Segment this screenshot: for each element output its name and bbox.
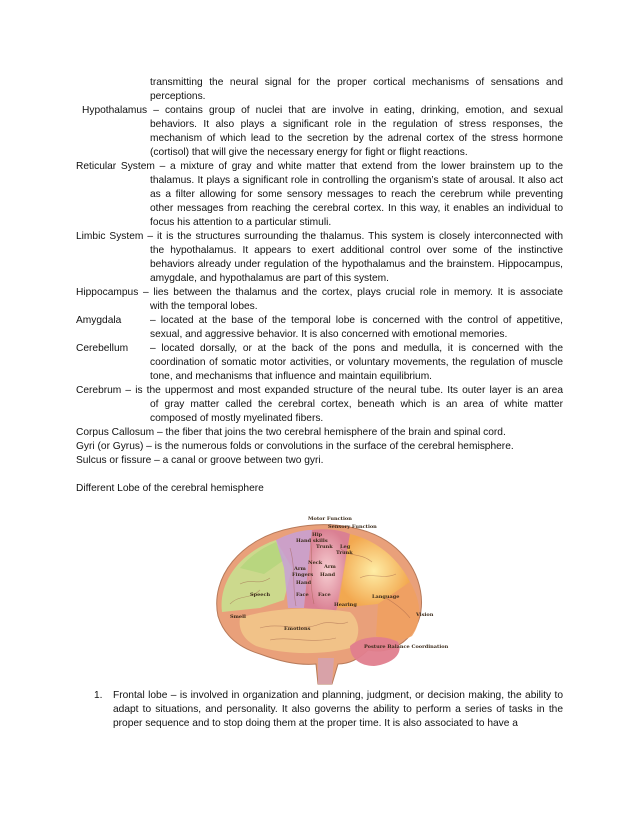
label-hearing: Hearing: [334, 602, 357, 608]
entry-continuation: of gray matter called the cerebral cortex, beneath which is an area of white matter composed of mostly myelinated fibers.: [150, 399, 563, 425]
label-face-2: Face: [318, 592, 331, 598]
brainstem-region: [318, 658, 334, 684]
entry-first-line: Hypothalamus – contains group of nuclei that are involve in eating, drinking, emotion, and sexual: [82, 105, 563, 116]
list-item-number: 1.: [94, 690, 103, 701]
entry-first-line: Hippocampus – lies between the thalamus and the cortex, plays crucial role in memory. It is associate: [76, 287, 563, 298]
entry-continuation: with the temporal lobes.: [150, 301, 258, 313]
label-hip: Hip: [312, 532, 323, 538]
label-arm-2: Arm: [324, 564, 336, 570]
intro-line: transmitting the neural signal for the proper cortical mechanisms of sensations and: [150, 77, 563, 88]
label-language: Language: [372, 594, 400, 600]
label-hand-2: Hand: [320, 572, 336, 578]
entry-first-line: Cerebrum – is the uppermost and most expanded structure of the neural tube. Its outer layer is an area: [76, 385, 563, 396]
entry-first-line: – located dorsally, or at the back of the pons and medulla, it is concerned with the: [150, 343, 563, 354]
label-motor-function: Motor Function: [308, 516, 352, 522]
list-item-text: Frontal lobe – is involved in organization and planning, judgment, or decision making, the ability to adapt to situations, and personality. It also governs the ability to perform a series of tasks in the proper sequence and to stop doing them at the proper time. It is also associated to have a: [113, 690, 563, 730]
entry-continuation: behaviors. It also plays a significant role in the regulation of stress responses, the mechanism of which lead to the secretion by the adrenal cortex of the stress hormone (cortisol) that will give the necessary energy for fight or flight reactions.: [150, 119, 563, 159]
definition-corpus-callosum: Corpus Callosum – the fiber that joins the two cerebral hemisphere of the brain and spinal cord.: [76, 427, 506, 438]
entry-first-line: Reticular System – a mixture of gray and white matter that extend from the lower brainstem up to the: [76, 161, 563, 172]
entry-continuation: sexual, and aggressive behavior. It is also concerned with emotional memories.: [150, 329, 508, 341]
label-speech: Speech: [250, 592, 271, 598]
label-trunk-2: Trunk: [336, 550, 353, 556]
entry-continuation: thalamus. It plays a significant role in controlling the organism’s state of arousal. It also act as a filter allowing for some sensory messages to reach the cerebrum while preventing other messages from reaching the cerebral cortex. In this way, it enables an individual to focus his attention to a particular stimuli.: [150, 175, 563, 229]
entry-limbic-system: [76, 230, 563, 286]
label-posture-balance: Posture Balance Coordination: [364, 644, 449, 650]
entry-term: Amygdala: [76, 315, 122, 326]
entry-continuation: the hypothalamus. It appears to exert additional control over some of the instinctive behaviors already under regulation of the hypothalamus and the brainstem. Hippocampus, amygdale, and hypothalamus are part of this system.: [150, 245, 563, 285]
entry-cerebrum: [76, 384, 563, 426]
intro-paragraph: [76, 76, 563, 104]
label-fingers: Fingers: [292, 572, 314, 578]
intro-line: perceptions.: [150, 91, 206, 103]
brain-lobes-figure: [200, 508, 449, 686]
label-hand: Hand: [296, 580, 312, 586]
entry-first-line: – located at the base of the temporal lobe is concerned with the control of appetitive,: [150, 315, 563, 326]
entry-term: Cerebellum: [76, 343, 129, 354]
entry-first-line: Limbic System – it is the structures surrounding the thalamus. This system is closely interconnected with: [76, 231, 563, 242]
entry-reticular-system: [76, 160, 563, 230]
definition-gyri: Gyri (or Gyrus) – is the numerous folds or convolutions in the surface of the cerebral hemisphere.: [76, 441, 514, 453]
label-smell: Smell: [230, 614, 246, 620]
entry-continuation: coordination of somatic motor activities, or voluntary movements, the regulation of muscle tone, and mechanisms that influence and maintain equilibrium.: [150, 357, 563, 383]
section-heading: Different Lobe of the cerebral hemisphere: [76, 483, 264, 494]
label-sensory-function: Sensory Function: [328, 524, 377, 530]
label-hand-skills: Hand skills: [296, 538, 328, 544]
cerebellum-region: [350, 637, 400, 666]
definition-sulcus: Sulcus or fissure – a canal or groove between two gyri.: [76, 455, 324, 467]
label-arm: Arm: [294, 566, 306, 572]
entry-hypothalamus: [82, 104, 563, 160]
label-trunk: Trunk: [316, 544, 333, 550]
entry-cerebellum: [76, 342, 563, 384]
label-leg: Leg: [340, 544, 351, 550]
label-vision: Vision: [416, 612, 434, 618]
entry-amygdala: [76, 314, 563, 342]
label-emotions: Emotions: [284, 626, 311, 632]
label-neck: Neck: [308, 560, 323, 566]
entry-hippocampus: [76, 286, 563, 314]
label-face: Face: [296, 592, 309, 598]
definition-lines: [76, 426, 563, 468]
